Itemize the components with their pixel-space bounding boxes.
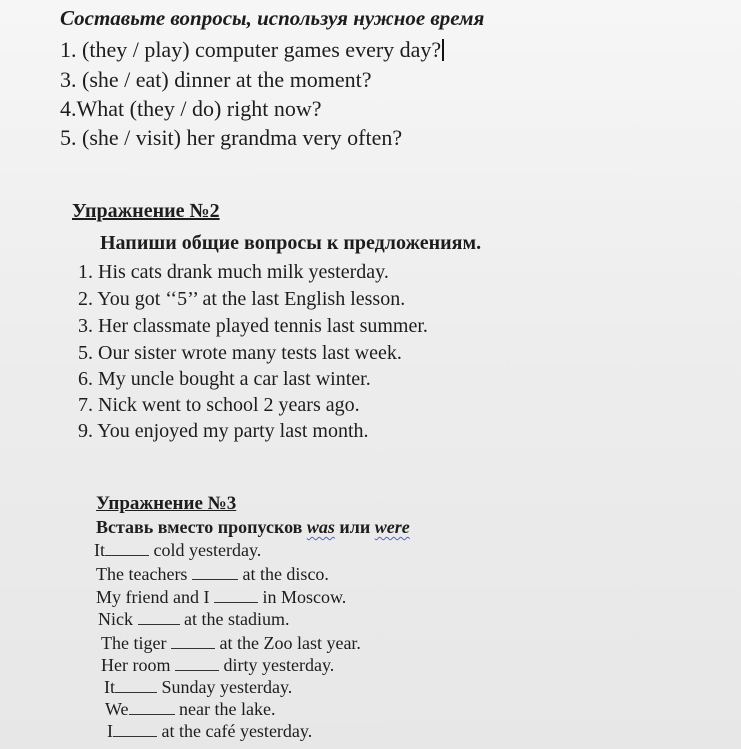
row-2-after: at the disco. [242,564,329,584]
exercise2-item-3: 3. Her classmate played tennis last summer. [78,315,428,337]
text-cursor [442,39,444,61]
exercise2-item-4: 5. Our sister wrote many tests last week. [78,342,402,364]
row-3-after: in Moscow. [262,587,347,607]
exercise3-instruction-prefix: Вставь вместо пропусков [96,517,303,537]
row-1-before: It [94,540,105,560]
exercise2-item-1: 1. His cats drank much milk yesterday. [78,261,389,283]
exercise1-item-1-text: 1. (they / play) computer games every day? [60,37,442,62]
row-8-blank [129,700,175,715]
exercise2-item-2: 2. You got ‘‘5’’ at the last English lesson. [78,288,406,310]
row-5-after: at the Zoo last year. [219,633,361,653]
row-9-after: at the café yesterday. [161,721,313,741]
row-6-before: Her room [101,655,171,675]
exercise3-heading: Упражнение №3 [96,493,237,514]
row-1-after: cold yesterday. [153,540,262,560]
exercise2-item-6: 7. Nick went to school 2 years ago. [78,394,360,416]
fill-blank-row-2 [96,565,329,583]
row-5-before: The tiger [101,633,167,653]
option-were: were [374,517,410,537]
row-6-blank [175,656,219,671]
exercise1-item-3: 4.What (they / do) right now? [60,96,322,121]
exercise1-item-2: 3. (she / eat) dinner at the moment? [60,67,372,92]
exercise2-instruction: Напиши общие вопросы к предложениям. [100,232,482,254]
exercise2-item-7: 9. You enjoyed my party last month. [78,420,369,442]
row-8-after: near the lake. [179,699,276,719]
exercise3-instruction [96,518,410,536]
row-9-blank [113,722,157,737]
exercise2-item-5: 6. My uncle bought a car last winter. [78,368,371,390]
row-2-blank [192,565,238,580]
fill-blank-row-6 [101,656,334,674]
exercise1-item-4: 5. (she / visit) her grandma very often? [60,125,403,150]
fill-blank-row-8 [105,700,276,718]
fill-blank-row-9 [107,722,312,740]
row-2-before: The teachers [96,564,188,584]
option-or: или [339,517,371,537]
fill-blank-row-5 [101,634,361,652]
fill-blank-row-4 [98,610,289,628]
row-7-before: It [104,677,115,697]
row-8-before: We [105,699,129,719]
exercise1-item-1 [60,39,444,61]
row-6-after: dirty yesterday. [223,655,335,675]
row-4-before: Nick [98,609,133,629]
exercise1-title: Составьте вопросы, используя нужное время [60,6,485,30]
row-1-blank [105,541,149,556]
option-was: was [306,517,335,537]
fill-blank-row-7 [104,678,292,696]
fill-blank-row-3 [96,588,346,606]
row-3-blank [214,588,258,603]
row-5-blank [171,634,215,649]
row-7-blank [115,678,157,693]
row-4-blank [138,610,180,625]
row-4-after: at the stadium. [184,609,290,629]
row-9-before: I [107,721,113,741]
row-7-after: Sunday yesterday. [161,677,293,697]
fill-blank-row-1 [94,541,261,559]
row-3-before: My friend and I [96,587,210,607]
exercise2-heading: Упражнение №2 [72,200,220,222]
